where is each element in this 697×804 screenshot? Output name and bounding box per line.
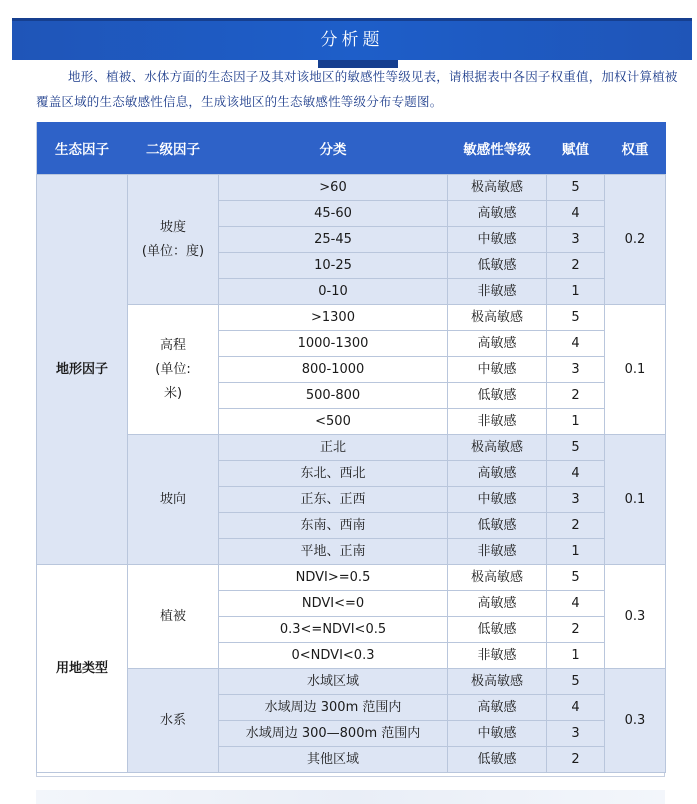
level-cell: 非敏感 xyxy=(448,409,547,435)
subfactor-cell: 高程 (单位: 米) xyxy=(128,305,219,435)
subfactor-cell: 水系 xyxy=(128,669,219,773)
class-cell: 正北 xyxy=(219,435,448,461)
value-cell: 5 xyxy=(547,435,605,461)
value-cell: 4 xyxy=(547,695,605,721)
class-cell: 500-800 xyxy=(219,383,448,409)
class-cell: 10-25 xyxy=(219,253,448,279)
level-cell: 极高敏感 xyxy=(448,305,547,331)
value-cell: 5 xyxy=(547,669,605,695)
table-row xyxy=(37,435,666,461)
level-cell: 低敏感 xyxy=(448,617,547,643)
weight-cell: 0.3 xyxy=(605,565,666,669)
bottom-decoration xyxy=(36,790,665,804)
level-cell: 中敏感 xyxy=(448,227,547,253)
level-cell: 高敏感 xyxy=(448,331,547,357)
class-cell: 东北、西北 xyxy=(219,461,448,487)
level-cell: 非敏感 xyxy=(448,279,547,305)
value-cell: 1 xyxy=(547,643,605,669)
intro-paragraph: 地形、植被、水体方面的生态因子及其对该地区的敏感性等级见表，请根据表中各因子权重值，加权计算植被覆盖区域的生态敏感性信息，生成该地区的生态敏感性等级分布专题图。 xyxy=(36,69,678,109)
table-header-cell: 二级因子 xyxy=(128,122,219,175)
value-cell: 4 xyxy=(547,461,605,487)
value-cell: 2 xyxy=(547,617,605,643)
table-header-cell: 敏感性等级 xyxy=(448,122,547,175)
level-cell: 极高敏感 xyxy=(448,175,547,201)
class-cell: 0.3<=NDVI<0.5 xyxy=(219,617,448,643)
value-cell: 4 xyxy=(547,331,605,357)
class-cell: 水域周边 300—800m 范围内 xyxy=(219,721,448,747)
level-cell: 低敏感 xyxy=(448,513,547,539)
class-cell: 25-45 xyxy=(219,227,448,253)
table-row xyxy=(37,669,666,695)
level-cell: 高敏感 xyxy=(448,695,547,721)
class-cell: 45-60 xyxy=(219,201,448,227)
level-cell: 高敏感 xyxy=(448,201,547,227)
class-cell: 其他区域 xyxy=(219,747,448,773)
table-row xyxy=(37,175,666,201)
level-cell: 非敏感 xyxy=(448,643,547,669)
table-row xyxy=(37,565,666,591)
value-cell: 5 xyxy=(547,175,605,201)
class-cell: >60 xyxy=(219,175,448,201)
value-cell: 1 xyxy=(547,539,605,565)
class-cell: 东南、西南 xyxy=(219,513,448,539)
sensitivity-table xyxy=(36,122,666,773)
class-cell: 水域周边 300m 范围内 xyxy=(219,695,448,721)
class-cell: NDVI>=0.5 xyxy=(219,565,448,591)
level-cell: 非敏感 xyxy=(448,539,547,565)
value-cell: 2 xyxy=(547,253,605,279)
table-header-row xyxy=(37,122,666,175)
weight-cell: 0.1 xyxy=(605,435,666,565)
level-cell: 中敏感 xyxy=(448,357,547,383)
level-cell: 低敏感 xyxy=(448,383,547,409)
section-banner xyxy=(12,18,692,60)
table-header-cell: 生态因子 xyxy=(37,122,128,175)
value-cell: 2 xyxy=(547,513,605,539)
value-cell: 4 xyxy=(547,591,605,617)
value-cell: 5 xyxy=(547,565,605,591)
class-cell: 1000-1300 xyxy=(219,331,448,357)
value-cell: 2 xyxy=(547,383,605,409)
value-cell: 3 xyxy=(547,357,605,383)
class-cell: 800-1000 xyxy=(219,357,448,383)
table-header-cell: 权重 xyxy=(605,122,666,175)
weight-cell: 0.2 xyxy=(605,175,666,305)
class-cell: 0<NDVI<0.3 xyxy=(219,643,448,669)
factor-cell: 用地类型 xyxy=(37,565,128,773)
class-cell: 平地、正南 xyxy=(219,539,448,565)
weight-cell: 0.3 xyxy=(605,669,666,773)
level-cell: 中敏感 xyxy=(448,721,547,747)
value-cell: 3 xyxy=(547,721,605,747)
level-cell: 低敏感 xyxy=(448,253,547,279)
class-cell: >1300 xyxy=(219,305,448,331)
level-cell: 极高敏感 xyxy=(448,565,547,591)
subfactor-cell: 坡度 (单位：度) xyxy=(128,175,219,305)
class-cell: 水域区域 xyxy=(219,669,448,695)
table-header-cell: 赋值 xyxy=(547,122,605,175)
value-cell: 2 xyxy=(547,747,605,773)
level-cell: 极高敏感 xyxy=(448,669,547,695)
banner-title: 分析题 xyxy=(320,30,384,50)
value-cell: 5 xyxy=(547,305,605,331)
table-header-cell: 分类 xyxy=(219,122,448,175)
class-cell: <500 xyxy=(219,409,448,435)
level-cell: 高敏感 xyxy=(448,461,547,487)
table-row xyxy=(37,305,666,331)
value-cell: 1 xyxy=(547,279,605,305)
class-cell: 正东、正西 xyxy=(219,487,448,513)
weight-cell: 0.1 xyxy=(605,305,666,435)
level-cell: 极高敏感 xyxy=(448,435,547,461)
class-cell: NDVI<=0 xyxy=(219,591,448,617)
value-cell: 3 xyxy=(547,227,605,253)
factor-cell: 地形因子 xyxy=(37,175,128,565)
value-cell: 1 xyxy=(547,409,605,435)
level-cell: 中敏感 xyxy=(448,487,547,513)
level-cell: 高敏感 xyxy=(448,591,547,617)
value-cell: 3 xyxy=(547,487,605,513)
value-cell: 4 xyxy=(547,201,605,227)
subfactor-cell: 坡向 xyxy=(128,435,219,565)
level-cell: 低敏感 xyxy=(448,747,547,773)
class-cell: 0-10 xyxy=(219,279,448,305)
subfactor-cell: 植被 xyxy=(128,565,219,669)
